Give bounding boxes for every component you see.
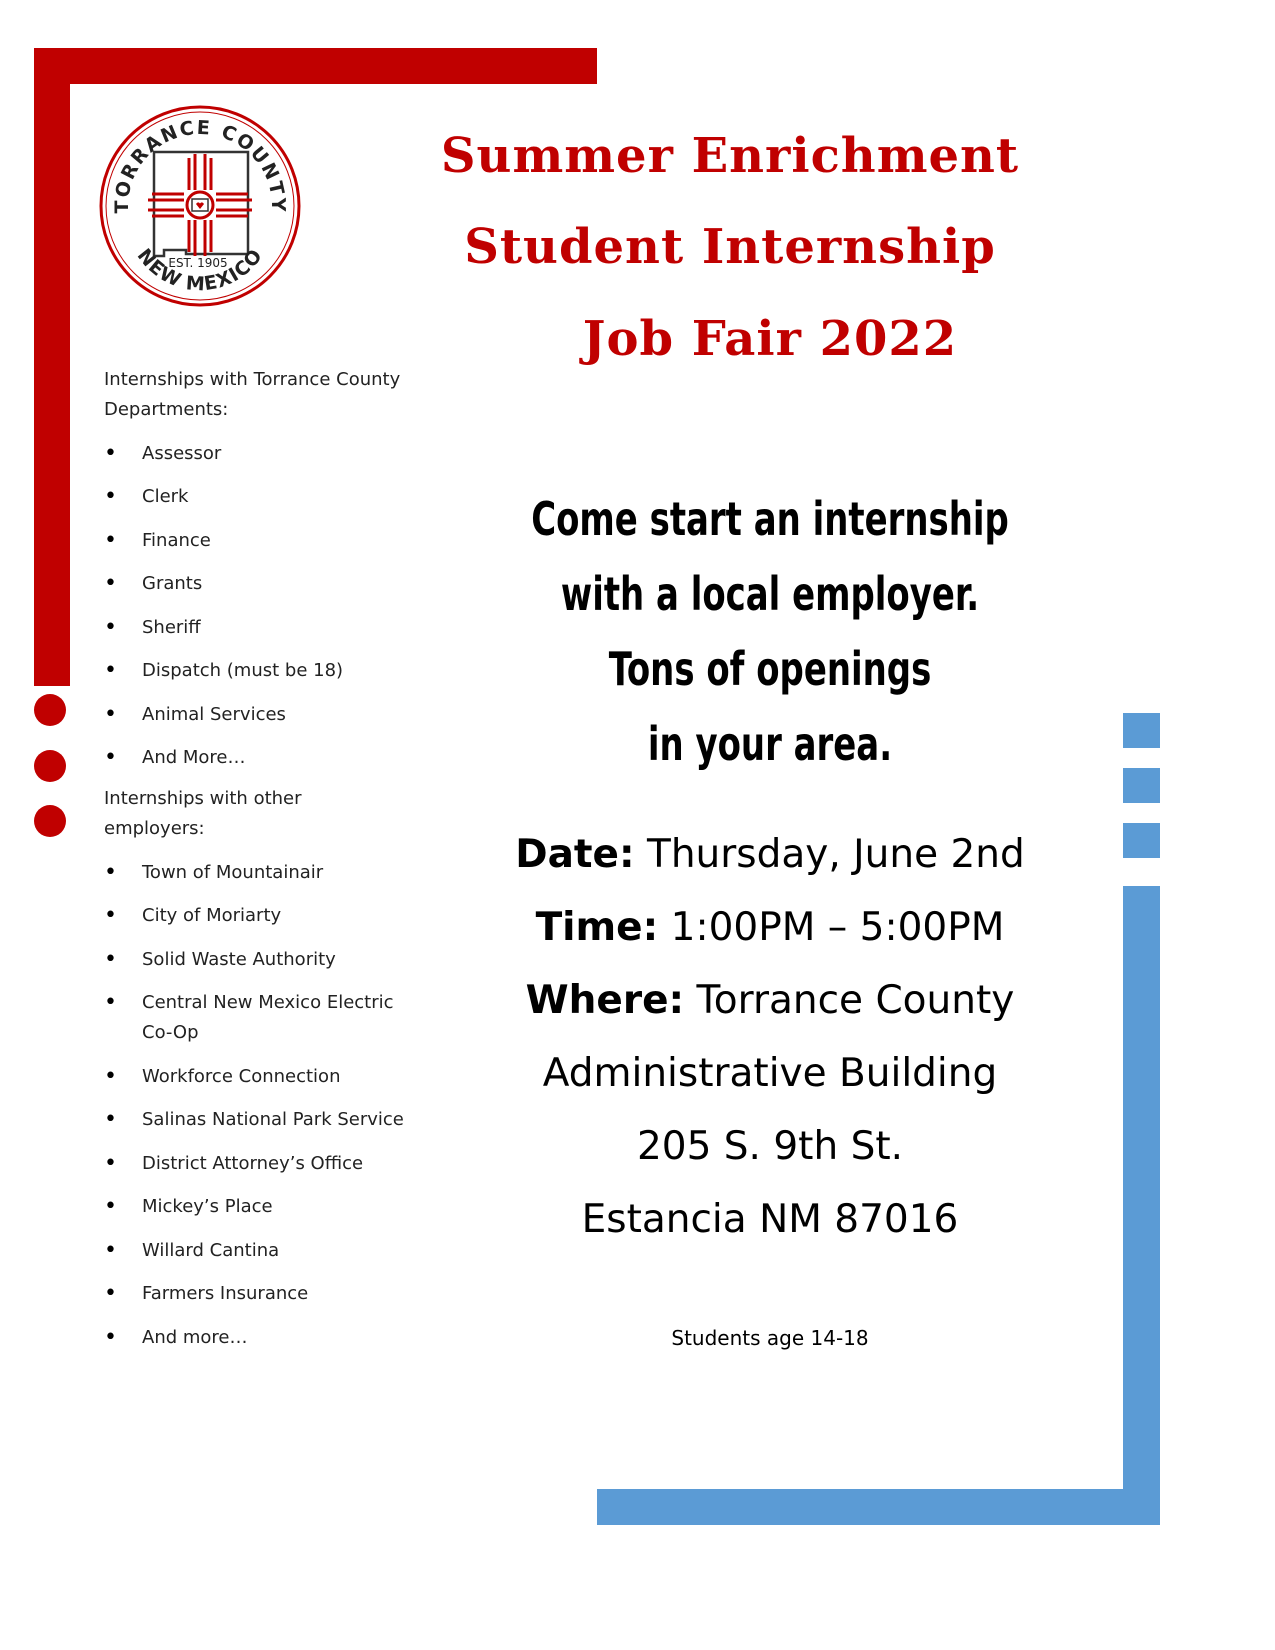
- list-item: • Animal Services: [104, 700, 404, 730]
- blue-frame-right-bar: [1123, 886, 1160, 1523]
- address-line-2: 205 S. 9th St.: [636, 1124, 904, 1169]
- red-dot-2: [34, 750, 66, 782]
- list-item: • City of Moriarty: [104, 901, 404, 931]
- county-section-heading: Internships with Torrance County Departments:: [104, 369, 401, 420]
- red-frame-left-bar: [34, 48, 70, 686]
- list-item: • Salinas National Park Service: [104, 1105, 404, 1135]
- list-item: • Finance: [104, 526, 404, 556]
- seal-est-text: EST. 1905: [168, 256, 228, 270]
- list-item: • Town of Mountainair: [104, 858, 404, 888]
- event-details: [470, 818, 1070, 1256]
- blue-square-1: [1123, 713, 1160, 748]
- eligibility-note: Students age 14-18: [671, 1326, 869, 1350]
- list-item: • Willard Cantina: [104, 1236, 404, 1266]
- tagline-line-3: Tons of openings: [608, 642, 932, 696]
- list-item: • Assessor: [104, 439, 404, 469]
- title-line-3: Job Fair 2022: [582, 311, 958, 367]
- list-item: • Central New Mexico Electric Co-Op: [104, 988, 404, 1048]
- other-employers-heading: Internships with other employers:: [104, 788, 302, 839]
- list-item: • Mickey’s Place: [104, 1192, 404, 1222]
- list-item: • Workforce Connection: [104, 1062, 404, 1092]
- red-dot-1: [34, 694, 66, 726]
- tagline-line-1: Come start an internship: [531, 492, 1009, 546]
- tagline-line-4: in your area.: [647, 717, 893, 771]
- event-date: Date: Thursday, June 2nd: [515, 832, 1025, 877]
- list-item: • And More…: [104, 743, 404, 773]
- county-department-list: [104, 439, 404, 774]
- seal-top-text: TORRANCE COUNTY: [110, 116, 290, 214]
- list-item: • Solid Waste Authority: [104, 945, 404, 975]
- internship-lists: [104, 365, 404, 1353]
- title-line-1: Summer Enrichment: [440, 128, 1020, 184]
- event-location: Where: Torrance County: [525, 978, 1015, 1023]
- event-time: Time: 1:00PM – 5:00PM: [535, 905, 1005, 950]
- list-item: • Clerk: [104, 482, 404, 512]
- list-item: • Dispatch (must be 18): [104, 656, 404, 686]
- address-line-1: Administrative Building: [542, 1051, 998, 1096]
- list-item: • And more…: [104, 1323, 404, 1353]
- blue-square-2: [1123, 768, 1160, 803]
- title-line-2: Student Internship: [464, 219, 996, 275]
- list-item: • Grants: [104, 569, 404, 599]
- red-dot-3: [34, 805, 66, 837]
- red-frame-top-bar: [34, 48, 597, 84]
- blue-square-3: [1123, 823, 1160, 858]
- list-item: • District Attorney’s Office: [104, 1149, 404, 1179]
- blue-frame-bottom-bar: [597, 1489, 1160, 1525]
- address-line-3: Estancia NM 87016: [581, 1197, 959, 1242]
- list-item: • Farmers Insurance: [104, 1279, 404, 1309]
- tagline: [524, 482, 1016, 782]
- other-employers-list: [104, 858, 404, 1353]
- list-item: • Sheriff: [104, 613, 404, 643]
- tagline-line-2: with a local employer.: [560, 567, 980, 621]
- torrance-county-seal-icon: [98, 104, 302, 308]
- seal-bottom-text: NEW MEXICO: [132, 244, 268, 296]
